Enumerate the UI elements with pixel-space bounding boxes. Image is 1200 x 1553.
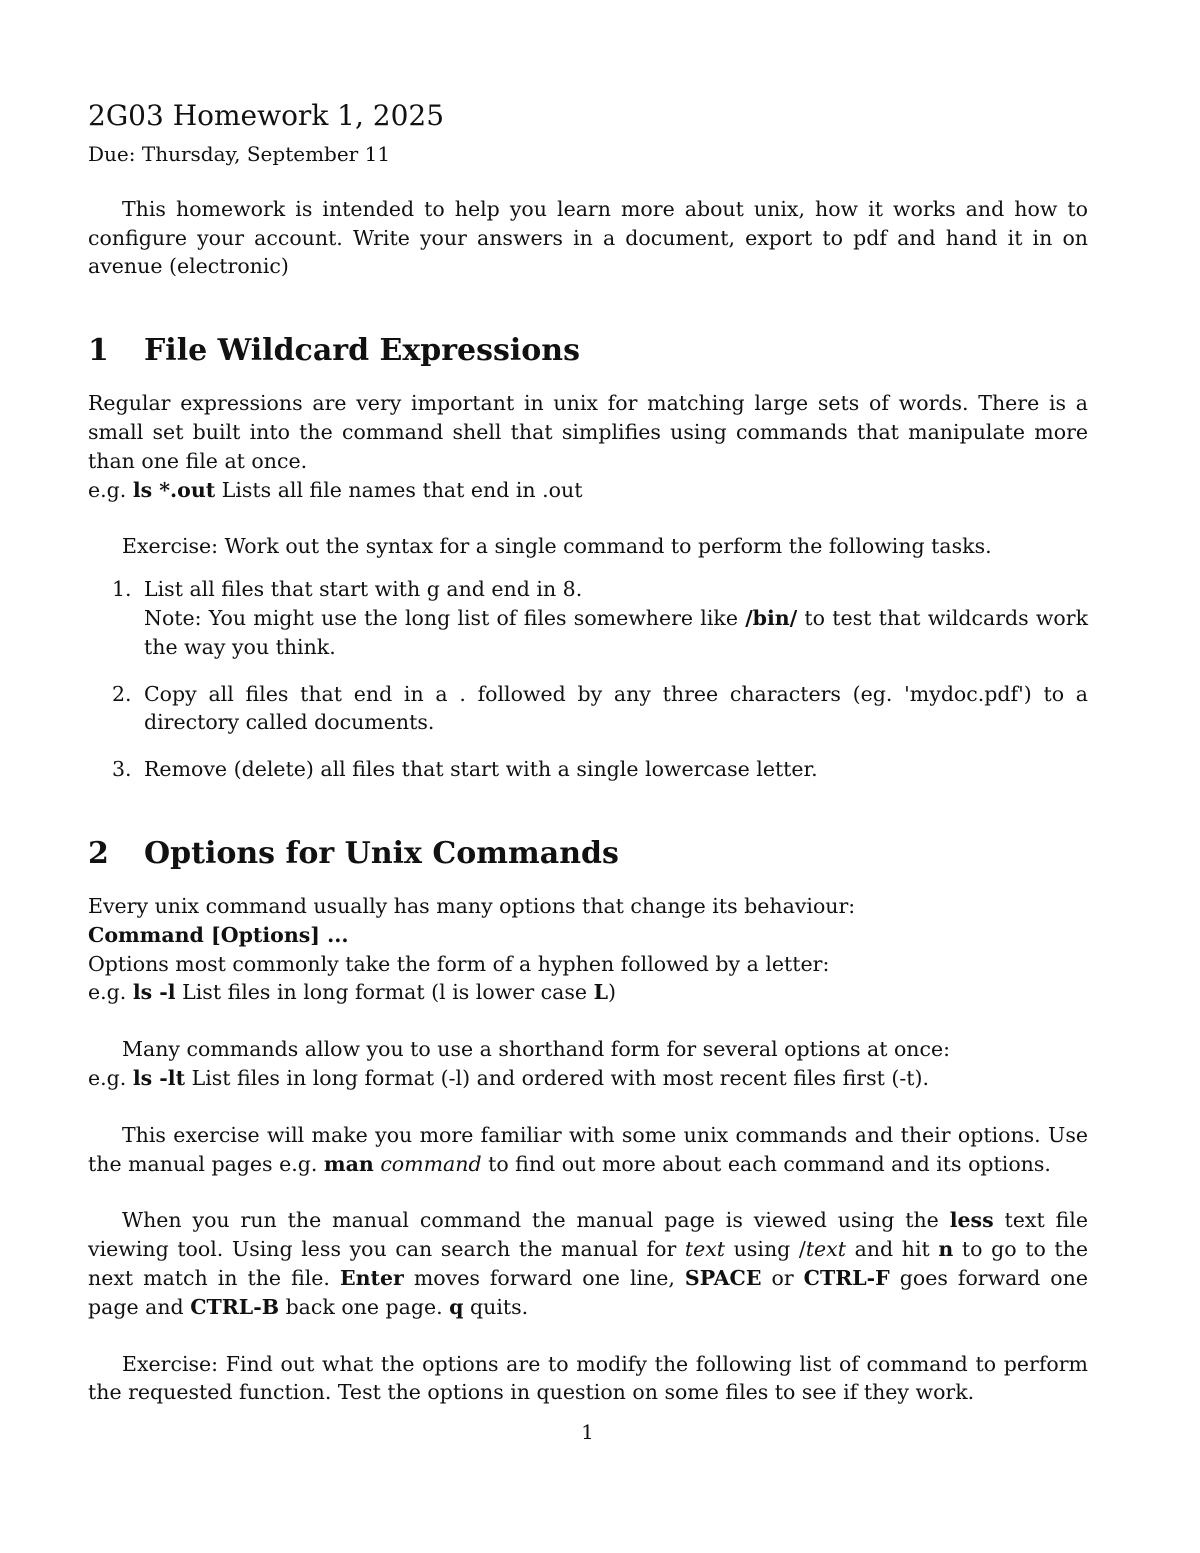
key-ctrl-f: CTRL-F [803, 1265, 890, 1290]
man-command: man [323, 1151, 374, 1176]
text-run: using / [725, 1237, 806, 1262]
example-description: List files in long format (l is lower case [182, 980, 594, 1005]
example-letter: L [593, 980, 608, 1005]
text-run: goes forward one page and [88, 1265, 1088, 1319]
task-text: Remove (delete) all files that start with a single lowercase letter. [144, 757, 818, 782]
example-prefix: e.g. [88, 980, 127, 1005]
section-2-paragraph-2: Many commands allow you to use a shorthand form for several options at once: [122, 1037, 951, 1062]
list-marker: 1. [112, 577, 132, 602]
text-run: moves forward one line, [403, 1265, 685, 1290]
text-run: or [761, 1265, 804, 1290]
example-description: List files in long format (-l) and ordered with most recent files first (-t). [191, 1065, 930, 1090]
text-placeholder: text [684, 1237, 726, 1262]
list-item [88, 575, 1088, 661]
section-1-body [88, 389, 1088, 784]
task-list [88, 575, 1088, 784]
due-date: Due: Thursday, September 11 [88, 142, 391, 166]
document-title: 2G03 Homework 1, 2025 [88, 99, 445, 132]
text-run: to find out more about each command and its options. [481, 1151, 1051, 1176]
task-note-end: to test that wildcards work the way you think. [144, 605, 1088, 659]
command-syntax: Command [Options] ... [88, 922, 349, 947]
page-number: 1 [581, 1420, 594, 1444]
section-2-example-1 [88, 978, 1088, 1007]
section-2-example-2 [88, 1064, 1088, 1093]
example-prefix: e.g. [88, 1065, 127, 1090]
section-1-number: 1 [88, 333, 109, 369]
section-2-paragraph-5: Exercise: Find out what the options are to modify the following list of command to perform the requested function. Test the options in question on some files to see if they work. [88, 1351, 1088, 1405]
example-prefix: e.g. [88, 477, 127, 502]
section-1-heading [88, 331, 1088, 371]
list-item [88, 680, 1088, 738]
key-enter: Enter [339, 1265, 404, 1290]
list-item [88, 755, 1088, 784]
section-2-body [88, 892, 1088, 1407]
text-run: This exercise will make you more familiar with some unix commands and their options. Use the manual pages e.g. [88, 1122, 1088, 1176]
less-command: less [949, 1208, 994, 1233]
task-note-start: Note: You might use the long list of files somewhere like [144, 605, 746, 630]
key-q: q [449, 1294, 464, 1319]
key-ctrl-b: CTRL-B [190, 1294, 280, 1319]
key-space: SPACE [684, 1265, 762, 1290]
section-2-paragraph-3 [88, 1121, 1088, 1179]
example-description-end: ) [607, 980, 616, 1005]
text-run: text file viewing tool. Using less you can search the manual for [88, 1208, 1088, 1262]
task-note-path: /bin/ [745, 605, 798, 630]
intro-paragraph: This homework is intended to help you learn more about unix, how it works and how to configure your account. Write your answers in a document, export to pdf and hand it in on avenue (electronic) [88, 196, 1088, 279]
example-command: ls -l [132, 980, 176, 1005]
key-n: n [938, 1237, 954, 1262]
list-marker: 2. [112, 681, 132, 706]
section-2-line-1: Every unix command usually has many options that change its behaviour: [88, 893, 856, 918]
text-run: quits. [463, 1294, 529, 1319]
task-text: Copy all files that end in a . followed by any three characters (eg. 'mydoc.pdf') to a directory called documents. [144, 681, 1088, 735]
section-2-title: Options for Unix Commands [144, 835, 619, 871]
section-2-number: 2 [88, 835, 109, 871]
section-2-line-2: Options most commonly take the form of a hyphen followed by a letter: [88, 951, 830, 976]
task-text: List all files that start with g and end in 8. [144, 577, 583, 602]
section-1-example [88, 476, 1088, 505]
section-2-paragraph-4 [88, 1206, 1088, 1321]
example-command: ls -lt [132, 1065, 186, 1090]
section-1-paragraph: Regular expressions are very important in unix for matching large sets of words. There is a small set built into the command shell that simplifies using commands that manipulate more than one file at once. [88, 391, 1088, 473]
example-command: ls *.out [132, 477, 216, 502]
section-1-title: File Wildcard Expressions [144, 333, 580, 369]
section-1-exercise: Exercise: Work out the syntax for a single command to perform the following tasks. [122, 534, 992, 559]
text-run: and hit [845, 1237, 939, 1262]
example-description: Lists all file names that end in .out [221, 477, 583, 502]
text-run: When you run the manual command the manual page is viewed using the [122, 1208, 950, 1233]
text-run: to go to the next match in the file. [88, 1237, 1089, 1290]
text-run: back one page. [279, 1294, 450, 1319]
command-placeholder: command [380, 1151, 482, 1176]
section-2-heading [88, 834, 1088, 874]
list-marker: 3. [112, 757, 132, 782]
document-page [88, 96, 1088, 1407]
text-placeholder: text [805, 1237, 846, 1262]
